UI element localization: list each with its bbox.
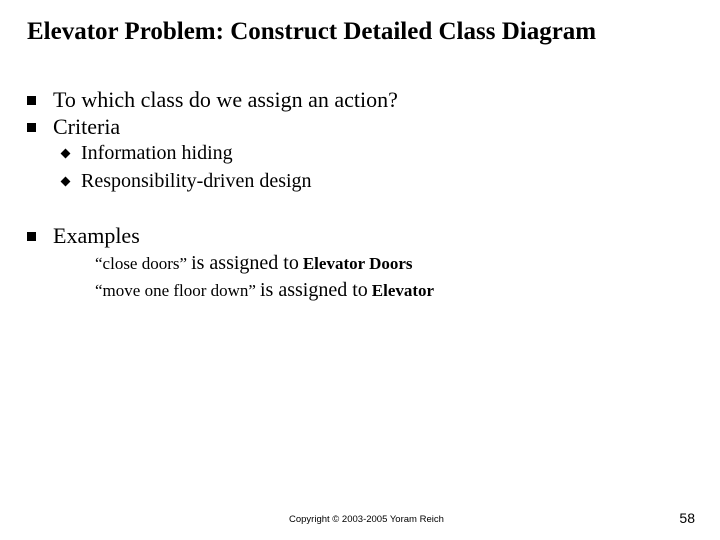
example-connector: is assigned to — [191, 252, 299, 274]
sub-bullet-text: Responsibility-driven design — [81, 170, 312, 192]
example-connector: is assigned to — [259, 279, 368, 301]
sub-bullet-text: Information hiding — [81, 142, 233, 164]
sub-bullet-item — [62, 170, 312, 193]
bullet-item — [27, 223, 140, 249]
example-line — [95, 279, 434, 302]
bullet-item — [27, 87, 398, 113]
square-bullet-icon — [27, 232, 36, 241]
example-line — [95, 252, 413, 275]
diamond-bullet-icon — [61, 177, 71, 187]
square-bullet-icon — [27, 96, 36, 105]
page-number: 58 — [679, 510, 695, 526]
square-bullet-icon — [27, 123, 36, 132]
bullet-item — [27, 114, 120, 140]
bullet-text: To which class do we assign an action? — [53, 87, 398, 112]
diamond-bullet-icon — [61, 149, 71, 159]
copyright-footer: Copyright © 2003-2005 Yoram Reich — [289, 514, 444, 525]
example-action: “move one floor down” — [95, 281, 256, 300]
sub-bullet-item — [62, 142, 233, 165]
example-target-class: Elevator — [371, 281, 435, 300]
bullet-text: Examples — [53, 223, 140, 248]
example-action: “close doors” — [95, 254, 188, 273]
bullet-text: Criteria — [53, 114, 121, 139]
slide-title: Elevator Problem: Construct Detailed Class Diagram — [27, 18, 597, 45]
example-target-class: Elevator Doors — [302, 254, 413, 273]
